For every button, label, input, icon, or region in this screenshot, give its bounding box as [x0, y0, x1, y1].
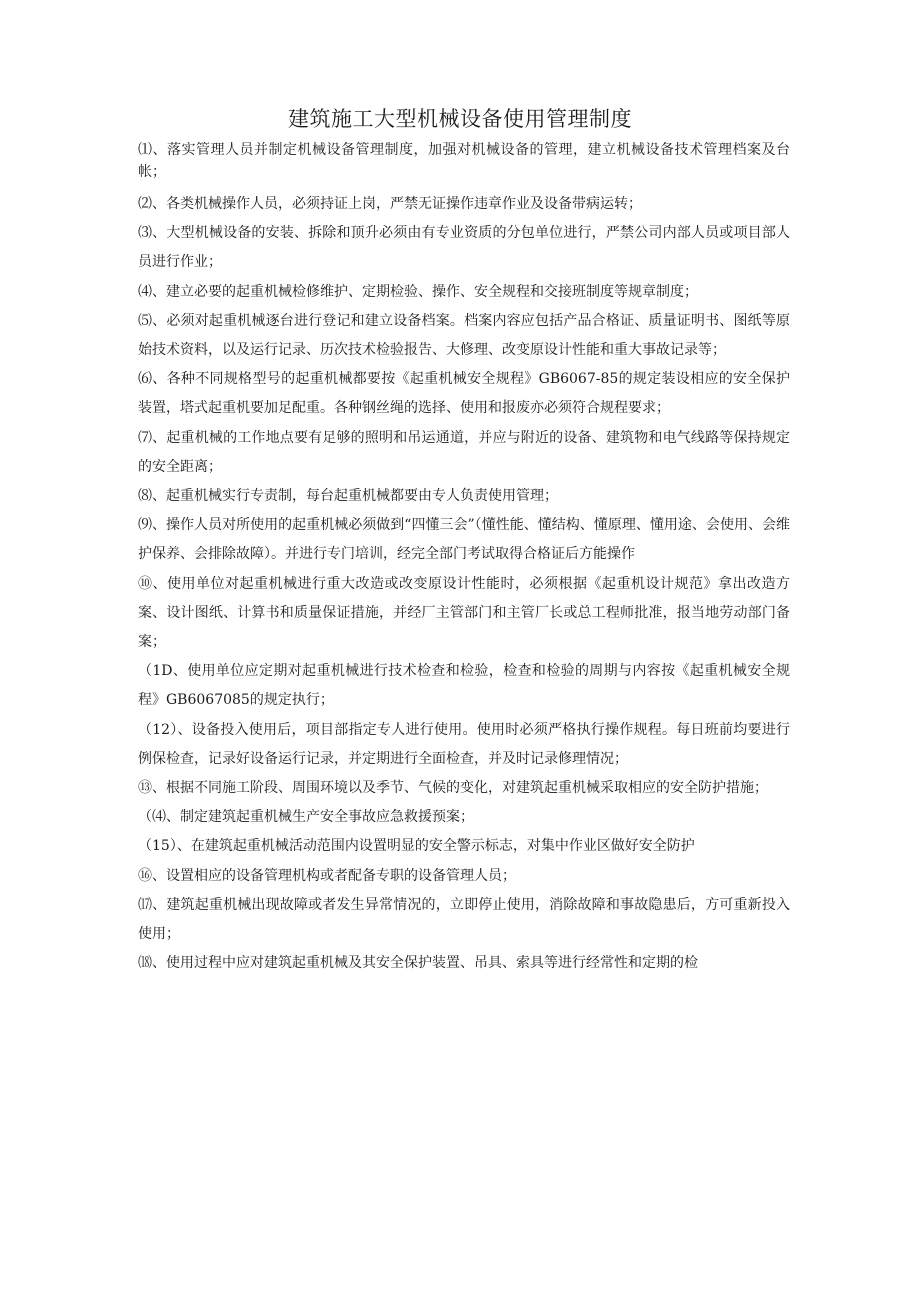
paragraph-18: ⒅、使用过程中应对建筑起重机械及其安全保护装置、吊具、索具等进行经常性和定期的检 [138, 955, 698, 972]
paragraph-7: ⑺、起重机械的工作地点要有足够的照明和吊运通道，并应与附近的设备、建筑物和电气线路等保持规定的安全距离； [138, 429, 790, 475]
paragraph-13: ⑬、根据不同施工阶段、周围环境以及季节、气候的变化，对建筑起重机械采取相应的安全防护措施； [138, 780, 768, 797]
paragraph-2: ⑵、各类机械操作人员，必须持证上岗，严禁无证操作违章作业及设备带病运转； [138, 196, 642, 212]
paragraph-3: ⑶、大型机械设备的安装、拆除和顶升必须由有专业资质的分包单位进行，严禁公司内部人员或项目部人员进行作业； [138, 225, 790, 271]
paragraph-6: ⑹、各种不同规格型号的起重机械都要按《起重机械安全规程》GB6067-85的规定装设相应的安全保护装置，塔式起重机要加足配重。各种钢丝绳的选择、使用和报废亦必须符合规程要求； [138, 371, 790, 417]
paragraph-1: ⑴、落实管理人员并制定机械设备管理制度，加强对机械设备的管理，建立机械设备技术管理档案及台帐； [138, 142, 790, 180]
paragraph-14: （⑷、制定建筑起重机械生产安全事故应急救援预案； [138, 809, 474, 826]
paragraph-11: （1D、使用单位应定期对起重机械进行技术检查和检验，检查和检验的周期与内容按《起重机械安全规程》GB6067085的规定执行； [138, 663, 790, 709]
paragraph-12: （12）、设备投入使用后，项目部指定专人进行使用。使用时必须严格执行操作规程。每日班前均要进行例保检查，记录好设备运行记录，并定期进行全面检查，并及时记录修理情况； [138, 721, 790, 767]
document-body [138, 139, 790, 978]
paragraph-16: ⑯、设置相应的设备管理机构或者配备专职的设备管理人员； [138, 867, 516, 884]
paragraph-4: ⑷、建立必要的起重机械检修维护、定期检验、操作、安全规程和交接班制度等规章制度； [138, 283, 698, 300]
paragraph-8: ⑻、起重机械实行专责制，每台起重机械都要由专人负责使用管理； [138, 488, 558, 505]
paragraph-9: ⑼、操作人员对所使用的起重机械必须做到“四懂三会”（懂性能、懂结构、懂原理、懂用途、会使用、会维护保养、会排除故障）。并进行专门培训，经完全部门考试取得合格证后方能操作 [138, 517, 790, 563]
document-title: 建筑施工大型机械设备使用管理制度 [288, 107, 632, 131]
paragraph-5: ⑸、必须对起重机械逐台进行登记和建立设备档案。档案内容应包括产品合格证、质量证明书、图纸等原始技术资料，以及运行记录、历次技术检验报告、大修理、改变原设计性能和重大事故记录等； [138, 312, 790, 359]
paragraph-15: （15）、在建筑起重机械活动范围内设置明显的安全警示标志，对集中作业区做好安全防护 [138, 838, 695, 855]
paragraph-17: ⒄、建筑起重机械出现故障或者发生异常情况的，立即停止使用，消除故障和事故隐患后，方可重新投入使用； [138, 896, 790, 943]
paragraph-10: ⑩、使用单位对起重机械进行重大改造或改变原设计性能时，必须根据《起重机设计规范》拿出改造方案、设计图纸、计算书和质量保证措施，并经厂主管部门和主管厂长或总工程师批准，报当地劳动部门备案； [138, 575, 790, 651]
